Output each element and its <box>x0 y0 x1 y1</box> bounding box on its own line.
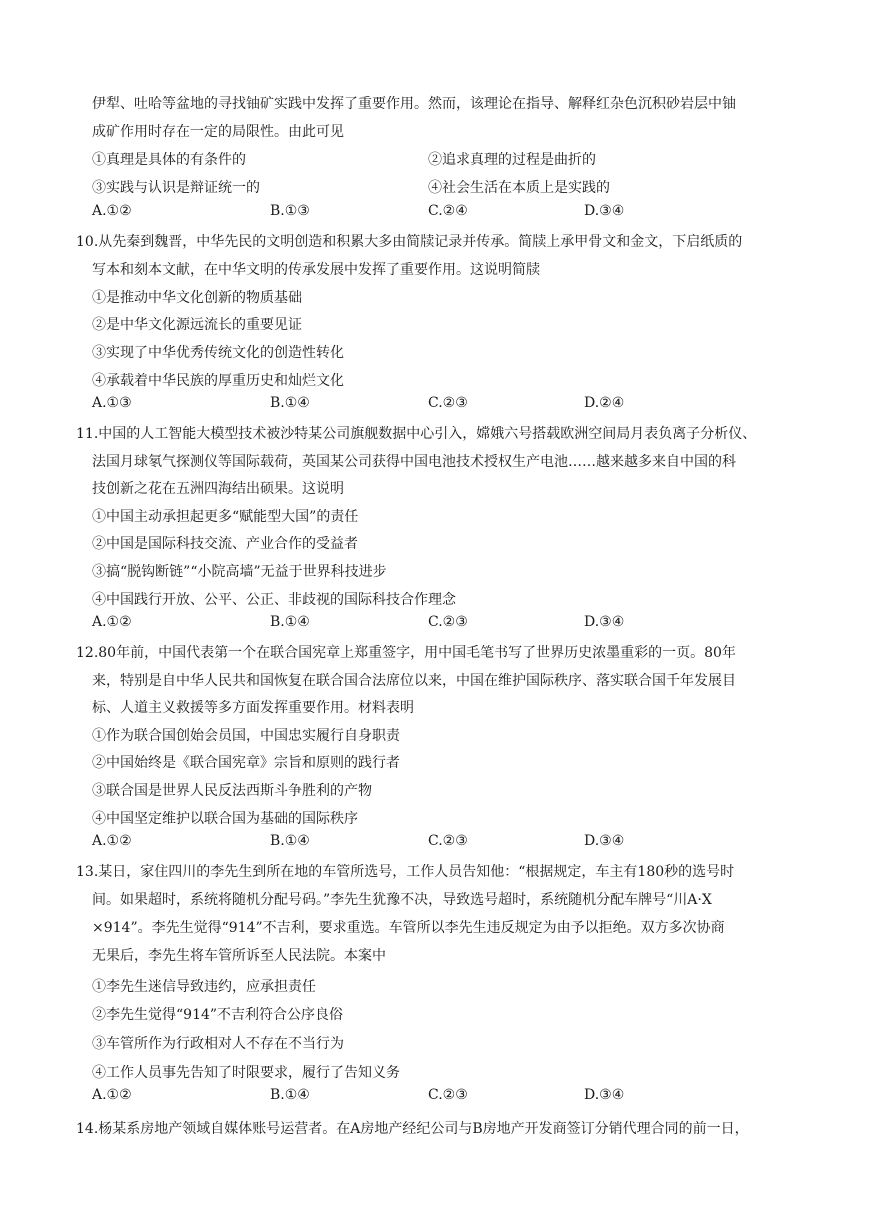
q13-option: ①李先生迷信导致违约，应承担责任 <box>92 979 316 995</box>
q11-answer-a[interactable]: A.①② <box>92 614 132 630</box>
q12-option: ②中国始终是《联合国宪章》宗旨和原则的践行者 <box>92 755 400 771</box>
q11-option: ④中国践行开放、公平、公正、非歧视的国际科技合作理念 <box>92 592 456 608</box>
q12-option: ③联合国是世界人民反法西斯斗争胜利的产物 <box>92 783 372 799</box>
q11-option: ③搞“脱钩断链”“小院高墙”无益于世界科技进步 <box>92 564 387 580</box>
q13-answer-b[interactable]: B.①④ <box>270 1087 310 1103</box>
q10-option: ③实现了中华优秀传统文化的创造性转化 <box>92 345 344 361</box>
q13-answer-d[interactable]: D.③④ <box>584 1087 625 1103</box>
q12-stem-line: 标、人道主义救援等多方面发挥重要作用。材料表明 <box>92 700 414 716</box>
q10-answer-c[interactable]: C.②③ <box>428 395 468 411</box>
q10-answer-a[interactable]: A.①③ <box>92 395 132 411</box>
q11-option: ①中国主动承担起更多“赋能型大国”的责任 <box>92 509 359 525</box>
q13-option: ②李先生觉得“914”不吉利符合公序良俗 <box>92 1007 344 1023</box>
q13-stem-line: 13.某日，家住四川的李先生到所在地的车管所选号，工作人员告知他：“根据规定，车主有180秒的选号时 <box>76 864 735 880</box>
q11-option: ②中国是国际科技交流、产业合作的受益者 <box>92 536 358 552</box>
q9-option: ①真理是具体的有条件的 <box>92 152 246 168</box>
q13-answer-c[interactable]: C.②③ <box>428 1087 468 1103</box>
q11-answer-d[interactable]: D.③④ <box>584 614 625 630</box>
q14-stem-line: 14.杨某系房地产领域自媒体账号运营者。在A房地产经纪公司与B房地产开发商签订分销代理合同的前一日， <box>76 1121 749 1137</box>
q12-answer-b[interactable]: B.①④ <box>270 833 310 849</box>
q11-stem-line: 法国月球氡气探测仪等国际载荷，英国某公司获得中国电池技术授权生产电池……越来越多来自中国的科 <box>92 454 736 470</box>
q9-answer-a[interactable]: A.①② <box>92 203 132 219</box>
q12-stem-line: 来，特别是自中华人民共和国恢复在联合国合法席位以来，中国在维护国际秩序、落实联合国千年发展目 <box>92 673 736 689</box>
q10-option: ①是推动中华文化创新的物质基础 <box>92 290 302 306</box>
q13-stem-line: 无果后，李先生将车管所诉至人民法院。本案中 <box>92 948 386 964</box>
q9-answer-d[interactable]: D.③④ <box>584 203 625 219</box>
q10-answer-d[interactable]: D.②④ <box>584 395 625 411</box>
q10-option: ④承载着中华民族的厚重历史和灿烂文化 <box>92 373 344 389</box>
q11-stem-line: 技创新之花在五洲四海结出硕果。这说明 <box>92 481 344 497</box>
q12-answer-d[interactable]: D.③④ <box>584 833 625 849</box>
q10-stem-line: 10.从先秦到魏晋，中华先民的文明创造和积累大多由简牍记录并传承。简牍上承甲骨文和金文，下启纸质的 <box>76 234 743 250</box>
q12-answer-c[interactable]: C.②③ <box>428 833 468 849</box>
q9-option: ③实践与认识是辩证统一的 <box>92 180 260 196</box>
q11-answer-c[interactable]: C.②③ <box>428 614 468 630</box>
q9-answer-c[interactable]: C.②④ <box>428 203 468 219</box>
q10-stem-line: 写本和刻本文献，在中华文明的传承发展中发挥了重要作用。这说明简牍 <box>92 262 540 278</box>
q13-answer-a[interactable]: A.①② <box>92 1087 132 1103</box>
q12-stem-line: 12.80年前，中国代表第一个在联合国宪章上郑重签字，用中国毛笔书写了世界历史浓墨重彩的一页。80年 <box>76 645 736 661</box>
q10-option: ②是中华文化源远流长的重要见证 <box>92 317 302 333</box>
q13-stem-line: 间。如果超时，系统将随机分配号码。”李先生犹豫不决，导致选号超时，系统随机分配车牌号“川A·X <box>92 892 712 908</box>
q13-option: ③车管所作为行政相对人不存在不当行为 <box>92 1036 344 1052</box>
q10-answer-b[interactable]: B.①④ <box>270 395 310 411</box>
q9-option: ②追求真理的过程是曲折的 <box>428 152 596 168</box>
q13-option: ④工作人员事先告知了时限要求，履行了告知义务 <box>92 1065 400 1081</box>
q12-option: ①作为联合国创始会员国，中国忠实履行自身职责 <box>92 728 400 744</box>
q11-stem-line: 11.中国的人工智能大模型技术被沙特某公司旗舰数据中心引入，嫦娥六号搭载欧洲空间局月表负离子分析仪、 <box>76 426 757 442</box>
q12-answer-a[interactable]: A.①② <box>92 833 132 849</box>
q13-stem-line: ×914”。李先生觉得“914”不吉利，要求重选。车管所以李先生违反规定为由予以拒绝。双方多次协商 <box>92 920 725 936</box>
q9-answer-b[interactable]: B.①③ <box>270 203 310 219</box>
q9-stem-line: 成矿作用时存在一定的局限性。由此可见 <box>92 124 344 140</box>
q11-answer-b[interactable]: B.①④ <box>270 614 310 630</box>
q12-option: ④中国坚定维护以联合国为基础的国际秩序 <box>92 811 358 827</box>
q9-option: ④社会生活在本质上是实践的 <box>428 180 610 196</box>
q9-stem-line: 伊犁、吐哈等盆地的寻找铀矿实践中发挥了重要作用。然而，该理论在指导、解释红杂色沉积砂岩层中铀 <box>92 96 736 112</box>
